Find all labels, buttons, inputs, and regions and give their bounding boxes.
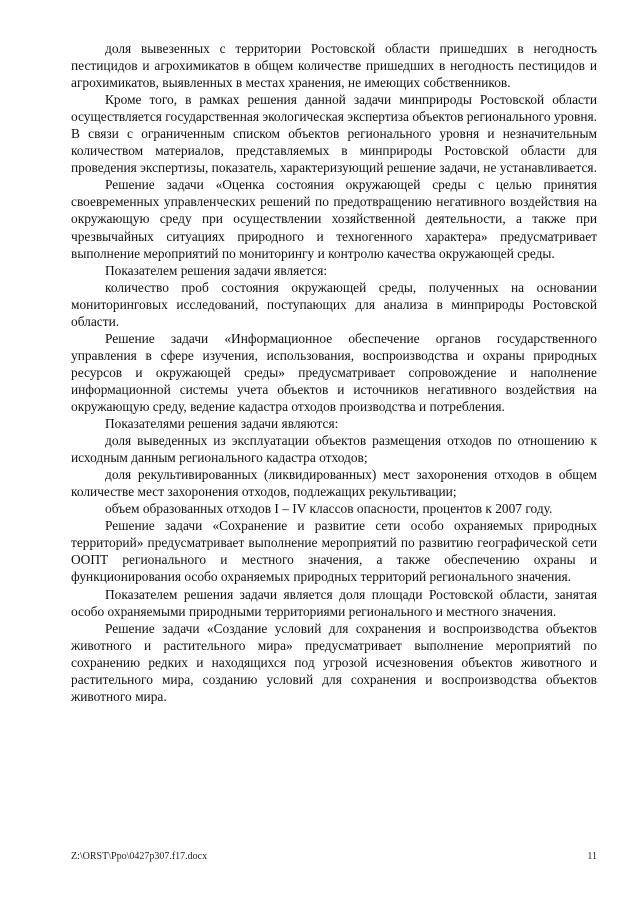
- paragraph-11: Решение задачи «Сохранение и развитие сети особо охраняемых природных территорий» предусматривает выполнение мероприятий по развитию географической сети ООПТ регионального и местного значения, а также обеспечению охраны и функционирования особо охраняемых природных территорий регионального значения.: [71, 518, 597, 585]
- paragraph-9: доля рекультивированных (ликвидированных) мест захоронения отходов в общем количестве мест захоронения отходов, подлежащих рекультивации;: [71, 467, 597, 500]
- paragraph-7: Показателями решения задачи являются:: [105, 416, 339, 432]
- paragraph-1: доля вывезенных с территории Ростовской области пришедших в негодность пестицидов и агрохимикатов в общем количестве пришедших в негодность пестицидов и агрохимикатов, выявленных в местах хранения, не имеющих собственников.: [71, 41, 597, 91]
- paragraph-5: количество проб состояния окружающей среды, полученных на основании мониторинговых исследований, поступающих для анализа в минприроды Ростовской области.: [71, 279, 597, 329]
- document-body: [71, 40, 597, 705]
- paragraph-6: Решение задачи «Информационное обеспечение органов государственного управления в сфере изучения, использования, воспроизводства и охраны природных ресурсов и окружающей среды» предусматривает сопровождение и наполнение информационной системы учета объектов и источников негативного воздействия на окружающую среду, ведение кадастра отходов производства и потребления.: [71, 330, 597, 414]
- paragraph-4: Показателем решения задачи является:: [105, 262, 328, 278]
- paragraph-13: Решение задачи «Создание условий для сохранения и воспроизводства объектов животного и растительного мира» предусматривает выполнение мероприятий по сохранению редких и находящихся под угрозой исчезновения объектов животного и растительного мира, созданию условий для сохранения и воспроизводства объектов животного мира.: [71, 620, 597, 704]
- footer-page-number: 11: [587, 851, 597, 862]
- paragraph-12: Показателем решения задачи является доля площади Ростовской области, занятая особо охраняемыми природными территориями регионального и местного значения.: [71, 586, 597, 619]
- paragraph-3: Решение задачи «Оценка состояния окружающей среды с целью принятия своевременных управленческих решений по предотвращению негативного воздействия на окружающую среду при осуществлении хозяйственной деятельности, а также при чрезвычайных ситуациях природного и техногенного характера» предусматривает выполнение мероприятий по мониторингу и контролю качества окружающей среды.: [71, 177, 597, 261]
- paragraph-8: доля выведенных из эксплуатации объектов размещения отходов по отношению к исходным данным регионального кадастра отходов;: [71, 433, 597, 466]
- footer-file-path: Z:\ORST\Ppo\0427p307.f17.docx: [71, 851, 208, 862]
- paragraph-10: объем образованных отходов I – IV классов опасности, процентов к 2007 году.: [105, 501, 553, 517]
- paragraph-2: Кроме того, в рамках решения данной задачи минприроды Ростовской области осуществляется государственная экологическая экспертиза объектов регионального уровня. В связи с ограниченным списком объектов регионального уровня и незначительным количеством материалов, представляемых в минприроды Ростовской области для проведения экспертизы, показатель, характеризующий решение задачи, не устанавливается.: [71, 92, 597, 176]
